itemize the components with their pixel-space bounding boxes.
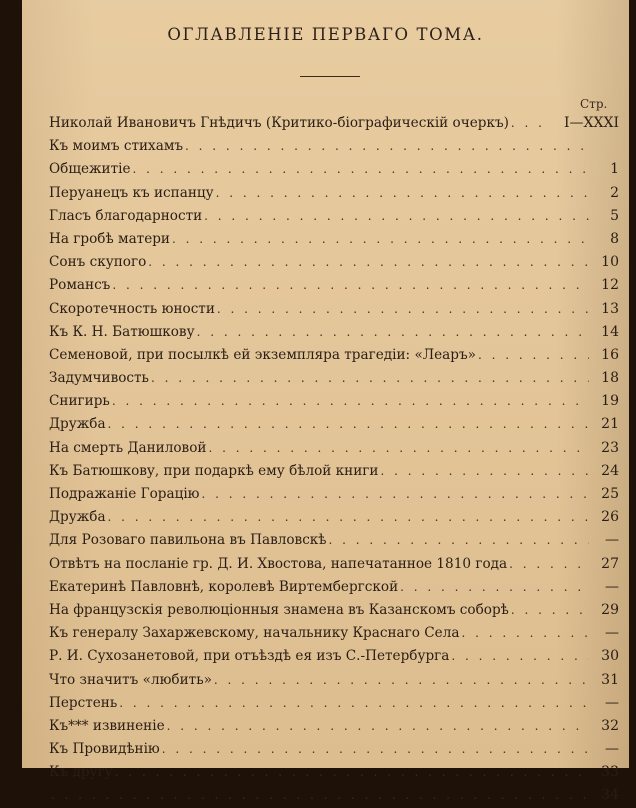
dot-leader bbox=[108, 506, 589, 529]
table-of-contents bbox=[49, 112, 619, 808]
dot-leader bbox=[108, 413, 589, 436]
dot-leader bbox=[509, 553, 589, 576]
toc-entry bbox=[49, 437, 619, 460]
toc-entry bbox=[49, 738, 619, 761]
toc-entry-title: Задумчивость bbox=[49, 370, 149, 387]
dot-leader bbox=[461, 622, 589, 645]
toc-entry-title: Къ генералу Захаржевскому, начальнику Краснаго Села bbox=[49, 625, 460, 642]
dot-leader bbox=[511, 112, 551, 135]
toc-entry-page: 32 bbox=[601, 717, 619, 734]
toc-entry-title: Дружба bbox=[49, 416, 106, 433]
toc-entry-page: 16 bbox=[601, 346, 619, 363]
page-column-label: Стр. bbox=[580, 97, 608, 111]
toc-entry-title: Николай Ивановичъ Гнѣдичъ (Критико-біографическій очеркъ) bbox=[49, 115, 509, 131]
toc-entry-title: Сонъ скупого bbox=[49, 254, 147, 271]
toc-entry-page: 1 bbox=[610, 161, 619, 178]
toc-entry-title: Къ К. Н. Батюшкову bbox=[49, 323, 195, 340]
dot-leader bbox=[115, 761, 589, 784]
toc-entry bbox=[49, 413, 619, 436]
toc-entry-page: I—XXXI bbox=[564, 115, 619, 131]
page-title: ОГЛАВЛЕНІЕ ПЕРВАГО ТОМА. bbox=[167, 25, 484, 44]
toc-entry-title: Скоротечность юности bbox=[49, 300, 215, 317]
toc-entry-page: 33 bbox=[601, 764, 619, 781]
toc-entry-title: Къ другу bbox=[49, 764, 113, 781]
dot-leader bbox=[217, 298, 589, 321]
toc-entry bbox=[49, 576, 619, 599]
dot-leader bbox=[202, 483, 589, 506]
toc-entry-page: 2 bbox=[610, 184, 619, 201]
toc-entry bbox=[49, 228, 619, 251]
toc-entry-page: 18 bbox=[601, 370, 619, 387]
toc-entry-title: Къ Батюшкову, при подаркѣ ему бѣлой книги bbox=[49, 462, 379, 479]
toc-entry-title: Общежитіе bbox=[49, 161, 131, 178]
dot-leader bbox=[329, 529, 590, 552]
dot-leader bbox=[185, 135, 589, 158]
toc-entry-title: Къ Провидѣнію bbox=[49, 741, 160, 758]
toc-entry bbox=[49, 251, 619, 274]
book-page bbox=[22, 0, 629, 804]
toc-entry-title: Отвѣтъ на посланіе гр. Д. И. Хвостова, напечатанное 1810 года bbox=[49, 555, 508, 572]
toc-entry-page: 25 bbox=[601, 486, 619, 502]
dot-leader bbox=[214, 669, 589, 692]
toc-entry-title: Подражаніе Горацію bbox=[49, 486, 200, 502]
toc-entry-title: Перстень bbox=[49, 694, 118, 711]
dot-leader bbox=[151, 367, 589, 390]
toc-entry bbox=[49, 112, 619, 135]
toc-entry bbox=[49, 298, 619, 321]
toc-entry bbox=[49, 506, 619, 529]
toc-entry bbox=[49, 321, 619, 344]
dot-leader bbox=[380, 460, 589, 483]
toc-entry-title: Р. И. Сухозанетовой, при отъѣздѣ ея изъ С.-Петербурга bbox=[49, 648, 450, 665]
toc-entry bbox=[49, 553, 619, 576]
dot-leader bbox=[400, 576, 589, 599]
toc-entry bbox=[49, 367, 619, 390]
toc-entry bbox=[49, 784, 619, 807]
dot-leader bbox=[197, 321, 589, 344]
toc-entry-page: 5 bbox=[610, 207, 619, 224]
toc-entry-page: 21 bbox=[601, 416, 619, 433]
toc-entry bbox=[49, 692, 619, 715]
title-rule bbox=[300, 76, 360, 77]
toc-entry bbox=[49, 669, 619, 692]
toc-entry-page: 30 bbox=[601, 648, 619, 665]
toc-entry-page: 14 bbox=[601, 323, 619, 340]
toc-entry-page: 19 bbox=[601, 393, 619, 410]
toc-entry-title: Семеновой, при посылкѣ ей экземпляра трагедіи: «Леаръ» bbox=[49, 346, 476, 363]
toc-entry-title: Для Розоваго павильона въ Павловскѣ bbox=[49, 532, 327, 549]
toc-entry-page: — bbox=[605, 741, 619, 758]
dot-leader bbox=[172, 228, 589, 251]
dot-leader bbox=[208, 437, 589, 460]
toc-entry bbox=[49, 158, 619, 181]
toc-entry-title: Что значитъ «любить» bbox=[49, 671, 212, 688]
toc-entry bbox=[49, 529, 619, 552]
dot-leader bbox=[112, 390, 589, 413]
toc-entry bbox=[49, 622, 619, 645]
toc-entry bbox=[49, 761, 619, 784]
toc-entry-page: — bbox=[605, 578, 619, 595]
toc-entry bbox=[49, 205, 619, 228]
toc-entry-title: Перуанецъ къ испанцу bbox=[49, 184, 214, 201]
toc-entry-title: Екатеринѣ Павловнѣ, королевѣ Виртембергской bbox=[49, 578, 399, 595]
toc-entry-title: Дружба bbox=[49, 509, 106, 526]
dot-leader bbox=[478, 344, 589, 367]
toc-entry-page: — bbox=[605, 694, 619, 711]
dot-leader bbox=[216, 182, 589, 205]
toc-entry-title: На гробѣ матери bbox=[49, 230, 170, 247]
toc-entry bbox=[49, 274, 619, 297]
toc-entry-title: На смерть Даниловой bbox=[49, 439, 207, 456]
dot-leader bbox=[112, 274, 589, 297]
toc-entry-page: 23 bbox=[601, 439, 619, 456]
toc-entry bbox=[49, 599, 619, 622]
toc-entry bbox=[49, 182, 619, 205]
toc-entry-page: 26 bbox=[601, 509, 619, 526]
toc-entry bbox=[49, 645, 619, 668]
toc-entry-page: — bbox=[605, 625, 619, 642]
dot-leader bbox=[162, 738, 589, 761]
toc-entry bbox=[49, 135, 619, 158]
toc-entry-title: Гласъ благодарности bbox=[49, 207, 203, 224]
toc-entry-title: Къ моимъ стихамъ bbox=[49, 138, 184, 155]
toc-entry bbox=[49, 483, 619, 506]
dot-leader bbox=[204, 205, 589, 228]
dot-leader bbox=[511, 599, 589, 622]
toc-entry bbox=[49, 390, 619, 413]
toc-entry-page: 27 bbox=[601, 555, 619, 572]
dot-leader bbox=[133, 158, 590, 181]
dot-leader bbox=[148, 251, 589, 274]
toc-entry-page: 12 bbox=[601, 277, 619, 294]
toc-entry-title: Къ*** извиненіе bbox=[49, 717, 165, 734]
toc-entry-page: 34 bbox=[601, 787, 619, 804]
dot-leader bbox=[167, 715, 589, 738]
toc-entry-page: 8 bbox=[610, 230, 619, 247]
dot-leader bbox=[119, 692, 589, 715]
toc-entry-title: Романсъ bbox=[49, 277, 111, 294]
toc-entry-page: 24 bbox=[601, 462, 619, 479]
toc-entry-page: 29 bbox=[601, 601, 619, 618]
dot-leader bbox=[451, 645, 589, 668]
toc-entry-title: На французскія революціонныя знамена въ Казанскомъ соборѣ bbox=[49, 601, 509, 618]
toc-entry-page: 13 bbox=[601, 300, 619, 317]
toc-entry-title: Снигирь bbox=[49, 393, 110, 410]
dot-leader bbox=[51, 784, 589, 807]
toc-entry bbox=[49, 344, 619, 367]
toc-entry bbox=[49, 715, 619, 738]
toc-entry-page: — bbox=[605, 532, 619, 549]
toc-entry-page: 10 bbox=[601, 254, 619, 271]
toc-entry-page: 31 bbox=[601, 671, 619, 688]
toc-entry bbox=[49, 460, 619, 483]
